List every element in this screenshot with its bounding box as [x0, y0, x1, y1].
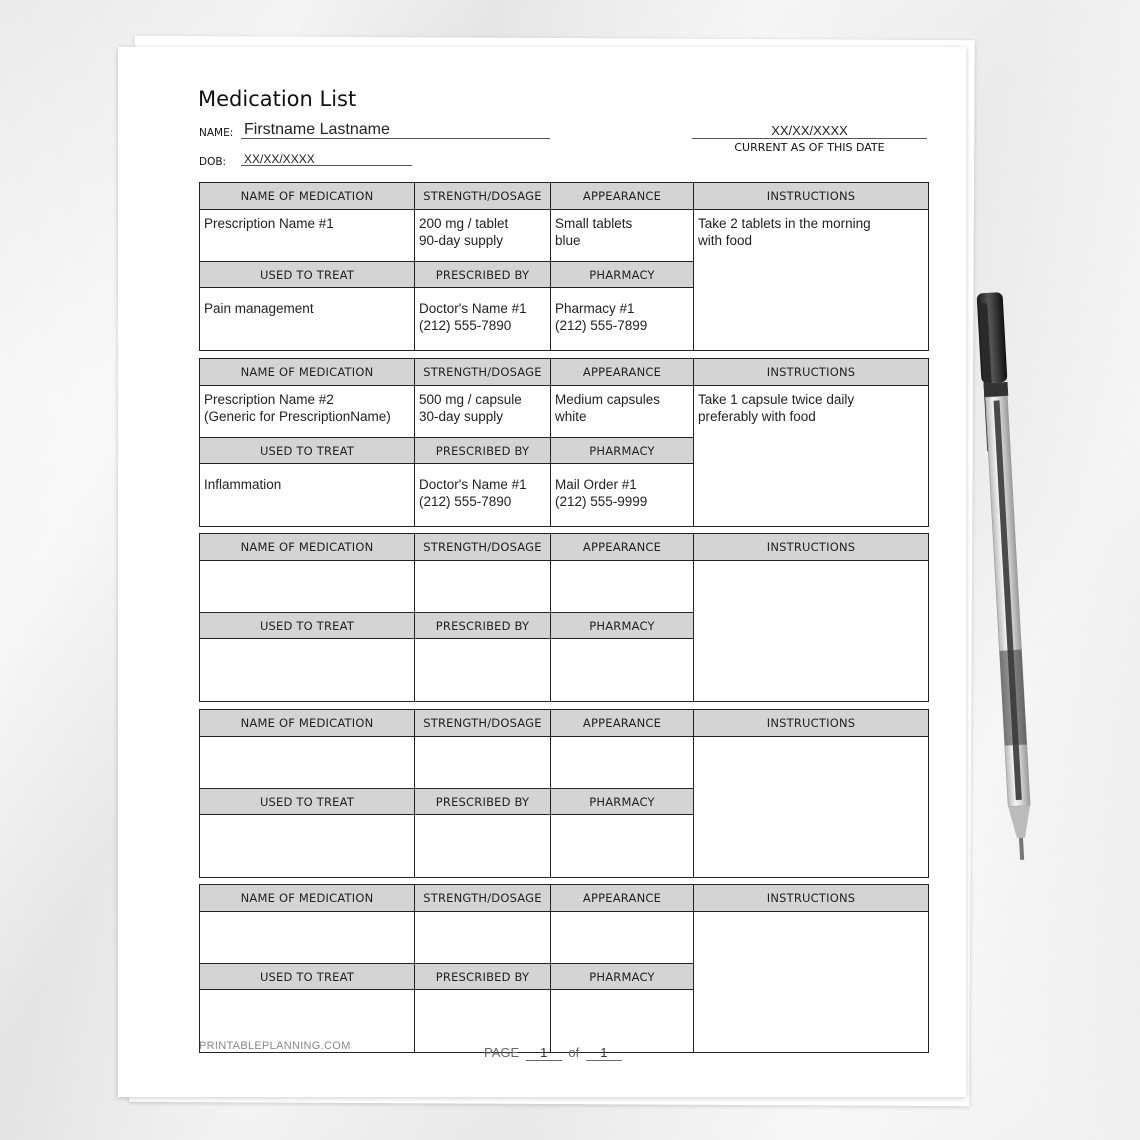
header-used-to-treat: USED TO TREAT — [200, 613, 415, 639]
medication-entry-1 — [199, 182, 929, 351]
instructions-field[interactable] — [694, 561, 929, 702]
name-label: NAME: — [199, 127, 234, 139]
header-prescribed-by: PRESCRIBED BY — [415, 964, 551, 990]
pharmacy-field[interactable] — [551, 639, 694, 702]
header-prescribed-by: PRESCRIBED BY — [415, 438, 551, 464]
prescribed-by-field[interactable] — [415, 639, 551, 702]
header-name-of-medication: NAME OF MEDICATION — [200, 710, 415, 737]
header-prescribed-by: PRESCRIBED BY — [415, 789, 551, 815]
page-current[interactable]: 1 — [526, 1045, 562, 1061]
header-pharmacy: PHARMACY — [551, 789, 694, 815]
medication-entry-4 — [199, 709, 929, 878]
medication-name-field[interactable]: Prescription Name #2 (Generic for PrescriptionName) — [200, 386, 415, 438]
instructions-field[interactable]: Take 1 capsule twice daily preferably with food — [694, 386, 929, 527]
strength-dosage-field[interactable]: 500 mg / capsule 30-day supply — [415, 386, 551, 438]
header-name-of-medication: NAME OF MEDICATION — [200, 359, 415, 386]
header-strength-dosage: STRENGTH/DOSAGE — [415, 885, 551, 912]
prescribed-by-field[interactable] — [415, 815, 551, 878]
header-appearance: APPEARANCE — [551, 183, 694, 210]
pharmacy-field[interactable] — [551, 990, 694, 1053]
strength-dosage-field[interactable] — [415, 737, 551, 789]
medication-name-field[interactable] — [200, 737, 415, 789]
header-appearance: APPEARANCE — [551, 534, 694, 561]
header-instructions: INSTRUCTIONS — [694, 710, 929, 737]
header-name-of-medication: NAME OF MEDICATION — [200, 885, 415, 912]
dob-label: DOB: — [199, 156, 227, 168]
appearance-field[interactable] — [551, 737, 694, 789]
page-total[interactable]: 1 — [586, 1045, 622, 1061]
medication-name-field[interactable] — [200, 561, 415, 613]
header-appearance: APPEARANCE — [551, 885, 694, 912]
page-label: PAGE — [484, 1045, 520, 1060]
pharmacy-field[interactable]: Pharmacy #1 (212) 555-7899 — [551, 288, 694, 351]
header-instructions: INSTRUCTIONS — [694, 534, 929, 561]
name-value[interactable]: Firstname Lastname — [244, 121, 390, 138]
prescribed-by-field[interactable] — [415, 990, 551, 1053]
pharmacy-field[interactable]: Mail Order #1 (212) 555-9999 — [551, 464, 694, 527]
header-used-to-treat: USED TO TREAT — [200, 964, 415, 990]
date-underline — [692, 138, 927, 139]
strength-dosage-field[interactable] — [415, 912, 551, 964]
used-to-treat-field[interactable] — [200, 639, 415, 702]
medication-entry-5 — [199, 884, 929, 1053]
header-instructions: INSTRUCTIONS — [694, 183, 929, 210]
header-instructions: INSTRUCTIONS — [694, 885, 929, 912]
medication-entry-2 — [199, 358, 929, 527]
header-appearance: APPEARANCE — [551, 710, 694, 737]
header-used-to-treat: USED TO TREAT — [200, 262, 415, 288]
instructions-field[interactable]: Take 2 tablets in the morning with food — [694, 210, 929, 351]
header-pharmacy: PHARMACY — [551, 964, 694, 990]
medication-name-field[interactable] — [200, 912, 415, 964]
prescribed-by-field[interactable]: Doctor's Name #1 (212) 555-7890 — [415, 464, 551, 527]
instructions-field[interactable] — [694, 912, 929, 1053]
medication-entry-3 — [199, 533, 929, 702]
page-number — [484, 1045, 625, 1061]
dob-value[interactable]: XX/XX/XXXX — [244, 152, 315, 166]
footer-brand: PRINTABLEPLANNING.COM — [199, 1040, 351, 1052]
medication-name-field[interactable]: Prescription Name #1 — [200, 210, 415, 262]
header-pharmacy: PHARMACY — [551, 613, 694, 639]
header-strength-dosage: STRENGTH/DOSAGE — [415, 183, 551, 210]
strength-dosage-field[interactable]: 200 mg / tablet 90-day supply — [415, 210, 551, 262]
header-pharmacy: PHARMACY — [551, 438, 694, 464]
header-used-to-treat: USED TO TREAT — [200, 789, 415, 815]
used-to-treat-field[interactable]: Pain management — [200, 288, 415, 351]
appearance-field[interactable] — [551, 912, 694, 964]
page-title: Medication List — [198, 87, 357, 111]
strength-dosage-field[interactable] — [415, 561, 551, 613]
header-prescribed-by: PRESCRIBED BY — [415, 262, 551, 288]
header-strength-dosage: STRENGTH/DOSAGE — [415, 359, 551, 386]
current-date-caption: CURRENT AS OF THIS DATE — [734, 141, 885, 154]
header-name-of-medication: NAME OF MEDICATION — [200, 183, 415, 210]
instructions-field[interactable] — [694, 737, 929, 878]
appearance-field[interactable]: Small tablets blue — [551, 210, 694, 262]
used-to-treat-field[interactable]: Inflammation — [200, 464, 415, 527]
header-used-to-treat: USED TO TREAT — [200, 438, 415, 464]
header-strength-dosage: STRENGTH/DOSAGE — [415, 710, 551, 737]
prescribed-by-field[interactable]: Doctor's Name #1 (212) 555-7890 — [415, 288, 551, 351]
used-to-treat-field[interactable] — [200, 815, 415, 878]
appearance-field[interactable]: Medium capsules white — [551, 386, 694, 438]
header-name-of-medication: NAME OF MEDICATION — [200, 534, 415, 561]
pharmacy-field[interactable] — [551, 815, 694, 878]
header-instructions: INSTRUCTIONS — [694, 359, 929, 386]
header-prescribed-by: PRESCRIBED BY — [415, 613, 551, 639]
of-label: of — [568, 1045, 580, 1060]
header-pharmacy: PHARMACY — [551, 262, 694, 288]
appearance-field[interactable] — [551, 561, 694, 613]
current-date-value[interactable]: XX/XX/XXXX — [771, 123, 848, 138]
header-strength-dosage: STRENGTH/DOSAGE — [415, 534, 551, 561]
medication-list-sheet — [118, 47, 966, 1097]
header-appearance: APPEARANCE — [551, 359, 694, 386]
